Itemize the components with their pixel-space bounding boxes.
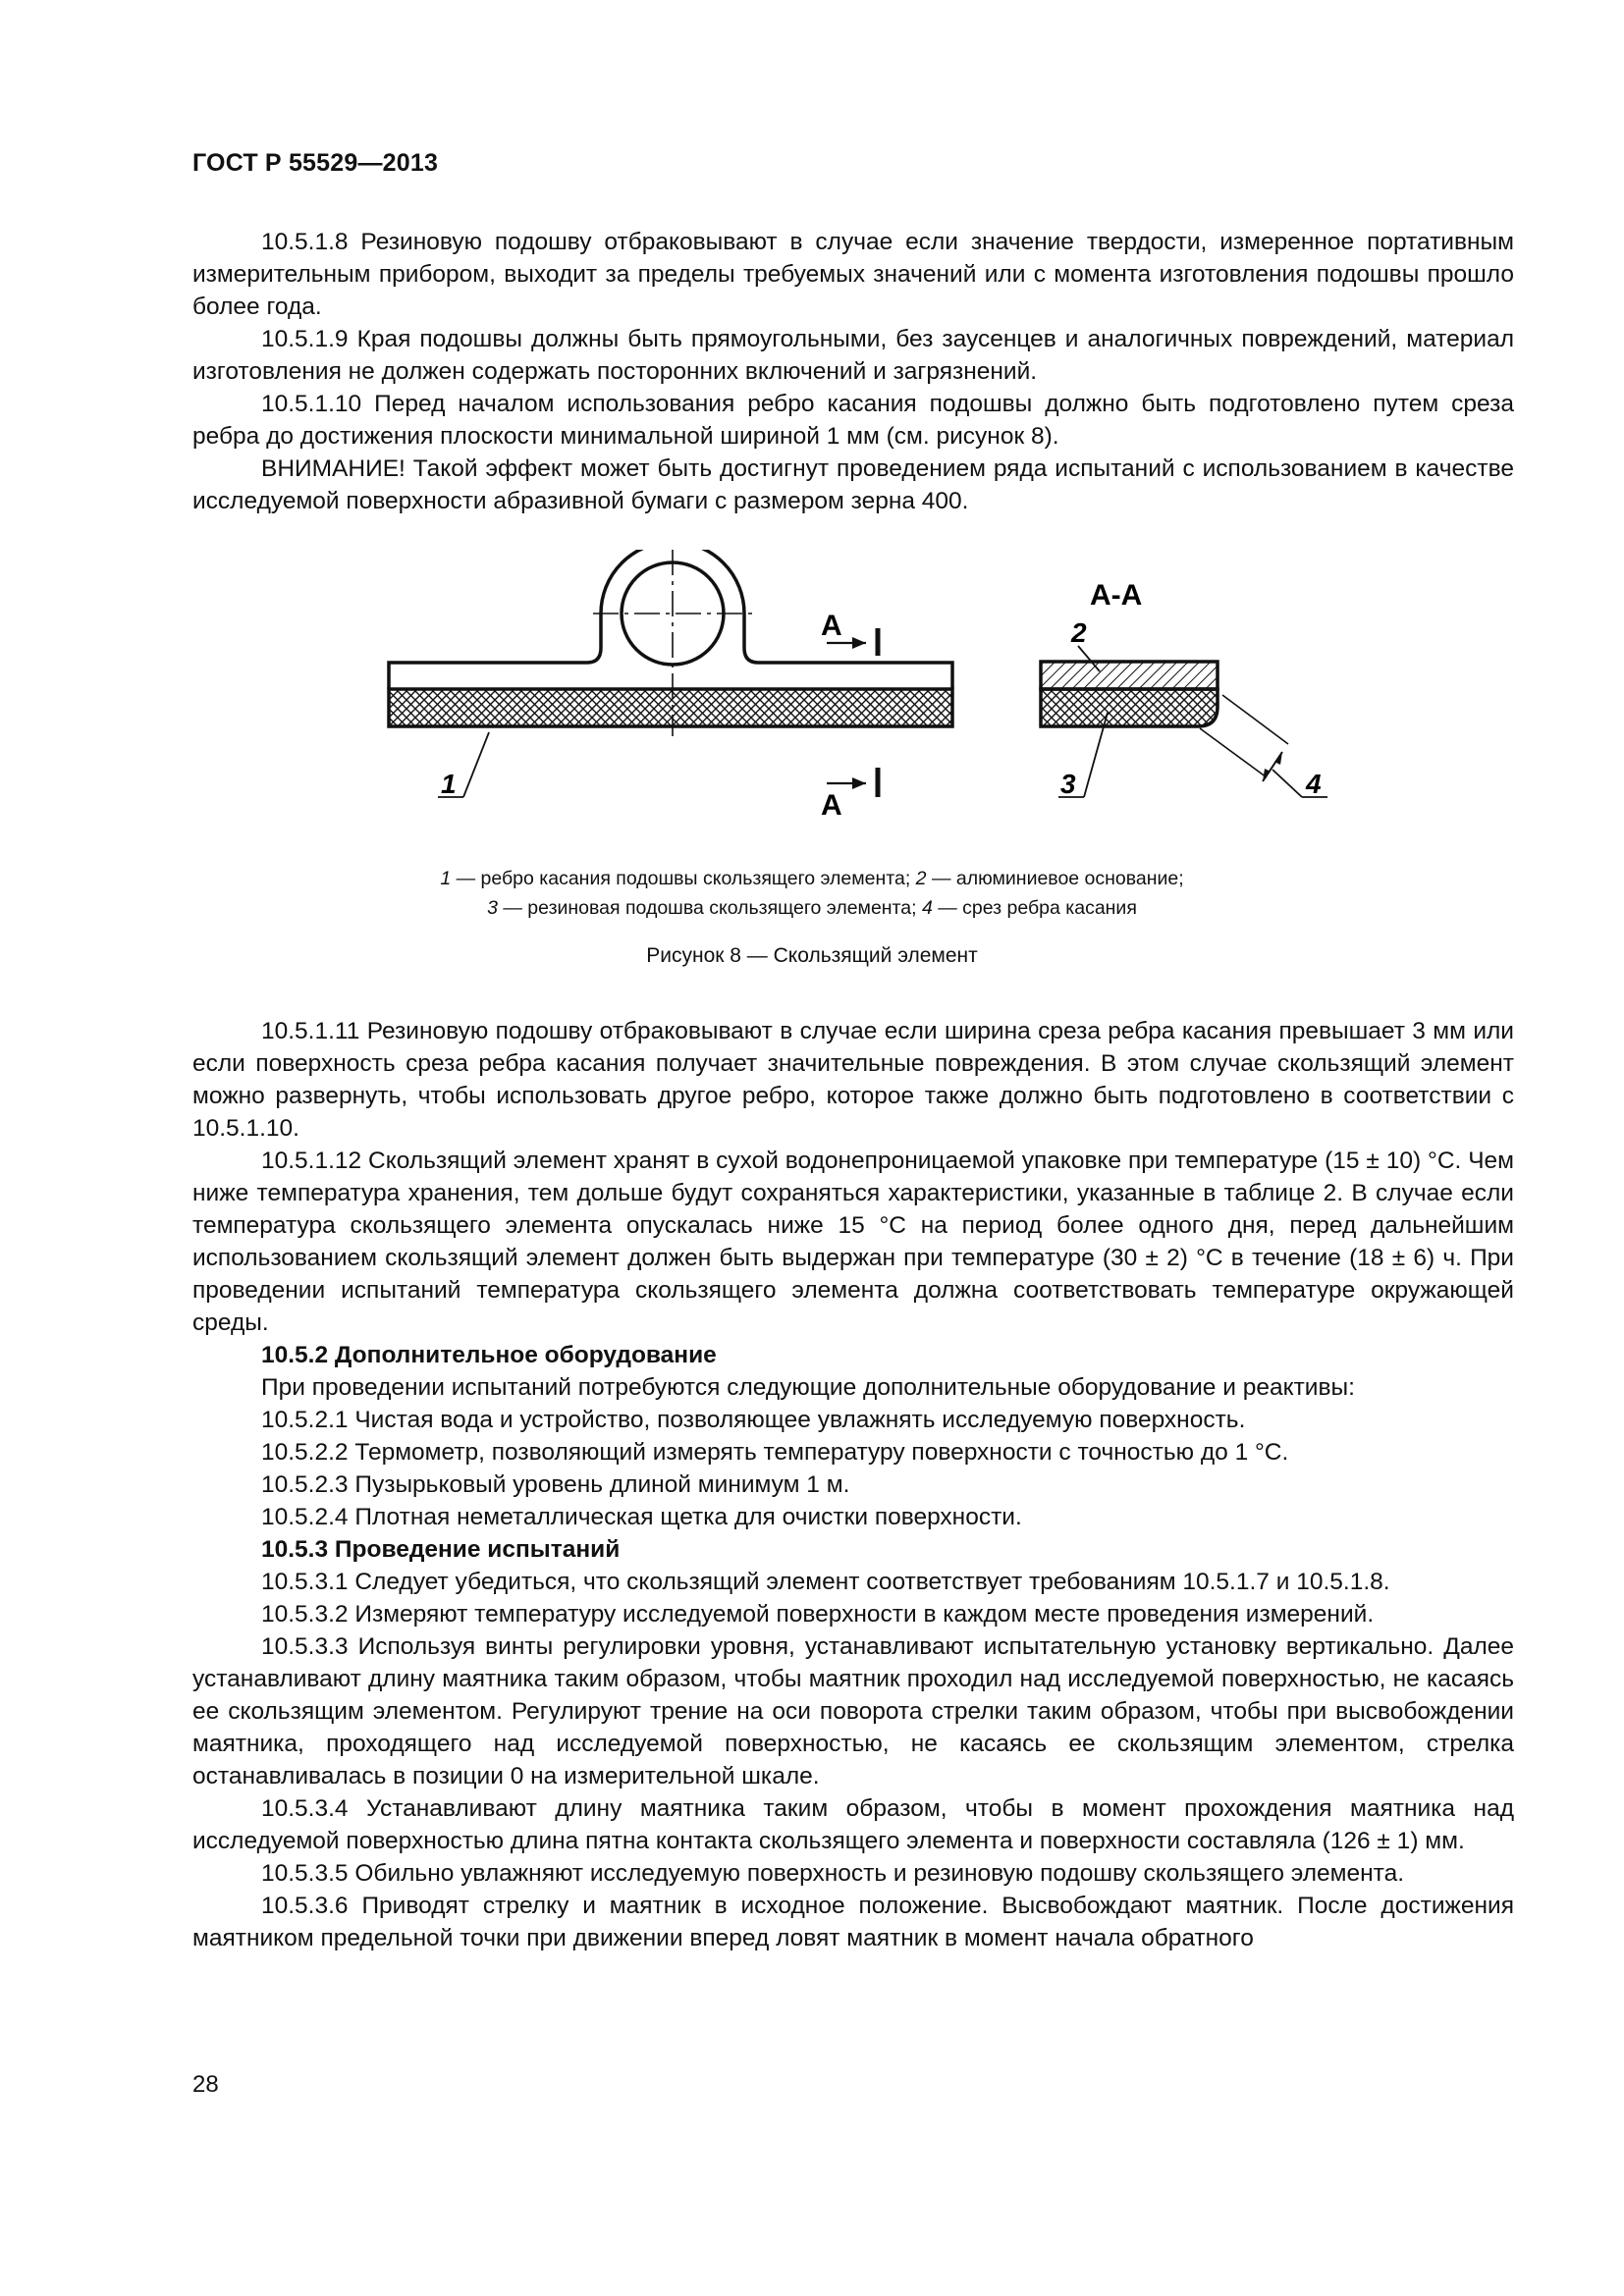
legend-number-4: 4: [921, 897, 933, 919]
main-body: [192, 1015, 1514, 1954]
paragraph-10-5-3-1: 10.5.3.1 Следует убедиться, что скользящий элемент соответствует требованиям 10.5.1.7 и 10.5.1.8.: [261, 1569, 1390, 1595]
legend-text-1: — ребро касания подошвы скользящего элемента;: [451, 868, 916, 889]
paragraph-equipment-intro: При проведении испытаний потребуются следующие дополнительные оборудование и реактивы:: [261, 1374, 1355, 1401]
legend-number-1: 1: [440, 868, 452, 889]
section-a-a-label: А-А: [1090, 579, 1143, 612]
element-side-view: [389, 550, 952, 822]
leader-label-2: 2: [1071, 617, 1087, 648]
rubber-sole-crosshatch: [389, 689, 952, 726]
section-letter-bottom: А: [821, 789, 842, 822]
figure-legend-line-2: [0, 893, 1624, 923]
legend-text-4: — срез ребра касания: [932, 897, 1137, 919]
paragraph-10-5-2-4: 10.5.2.4 Плотная неметаллическая щетка для очистки поверхности.: [261, 1504, 1022, 1530]
sliding-element-svg: [0, 550, 1624, 844]
paragraph-10-5-1-8: 10.5.1.8 Резиновую подошву отбраковывают в случае если значение твердости, измеренное портативным измерительным прибором, выходит за пределы требуемых значений или с момента изготовления подошвы прошло более года.: [192, 229, 1514, 320]
paragraph-10-5-1-11: 10.5.1.11 Резиновую подошву отбраковывают в случае если ширина среза ребра касания превышает 3 мм или если поверхность среза ребра касания получает значительные повреждения. В этом случае скользящий элемент можно развернуть, чтобы использовать другое ребро, которое также должно быть подготовлено в соответствии с 10.5.1.10.: [192, 1018, 1514, 1142]
intro-paragraphs: [192, 226, 1514, 517]
paragraph-warning: ВНИМАНИЕ! Такой эффект может быть достигнут проведением ряда испытаний с использованием в качестве исследуемой поверхности абразивной бумаги с размером зерна 400.: [192, 455, 1514, 514]
section-a-a-view: [1041, 579, 1327, 799]
paragraph-10-5-1-10: 10.5.1.10 Перед началом использования ребро касания подошвы должно быть подготовлено путем среза ребра до достижения плоскости минимальной шириной 1 мм (см. рисунок 8).: [192, 391, 1514, 450]
paragraph-10-5-1-12: 10.5.1.12 Скользящий элемент хранят в сухой водонепроницаемой упаковке при температуре (15 ± 10) °С. Чем ниже температура хранения, тем дольше будут сохраняться характеристики, указанные в таблице 2. В случае если температура скользящего элемента опускалась ниже 15 °С на период более одного дня, перед дальнейшим использованием скользящий элемент должен быть выдержан при температуре (30 ± 2) °С в течение (18 ± 6) ч. При проведении испытаний температура скользящего элемента должна соответствовать температуре окружающей среды.: [192, 1148, 1514, 1336]
dimension-ext-line-a: [1222, 695, 1288, 744]
paragraph-10-5-1-9: 10.5.1.9 Края подошвы должны быть прямоугольными, без заусенцев и аналогичных повреждений, материал изготовления не должен содержать посторонних включений и загрязнений.: [192, 326, 1514, 385]
paragraph-10-5-3-2: 10.5.3.2 Измеряют температуру исследуемой поверхности в каждом месте проведения измерений.: [261, 1601, 1375, 1628]
paragraph-10-5-2-3: 10.5.2.3 Пузырьковый уровень длиной минимум 1 м.: [261, 1471, 850, 1498]
document-header: ГОСТ Р 55529—2013: [192, 149, 439, 177]
legend-number-2: 2: [915, 868, 927, 889]
leader-line-1: [463, 732, 489, 797]
paragraph-10-5-2-1: 10.5.2.1 Чистая вода и устройство, позволяющее увлажнять исследуемую поверхность.: [261, 1407, 1246, 1433]
heading-10-5-3: 10.5.3 Проведение испытаний: [261, 1536, 621, 1563]
paragraph-10-5-3-5: 10.5.3.5 Обильно увлажняют исследуемую поверхность и резиновую подошву скользящего элемента.: [261, 1860, 1405, 1887]
section-arrow-bottom-head: [852, 777, 866, 789]
dimension-ext-line-b: [1200, 728, 1267, 777]
leader-label-4: 4: [1306, 769, 1322, 799]
legend-number-3: 3: [487, 897, 498, 919]
leader-line-4: [1272, 770, 1302, 797]
paragraph-10-5-3-3: 10.5.3.3 Используя винты регулировки уровня, устанавливают испытательную установку вертикально. Далее устанавливают длину маятника таким образом, чтобы маятник проходил над исследуемой поверхностью, не касаясь ее скользящим элементом. Регулируют трение на оси поворота стрелки таким образом, чтобы при высвобождении маятника, проходящего над исследуемой поверхностью, не касаясь ее скользящим элементом, стрелка останавливалась в позиции 0 на измерительной шкале.: [192, 1633, 1514, 1789]
page-number: 28: [192, 2071, 219, 2098]
leader-label-3: 3: [1060, 769, 1076, 799]
leader-label-1: 1: [441, 769, 457, 799]
figure-8-drawing: [0, 550, 1624, 844]
legend-text-3: — резиновая подошва скользящего элемента;: [497, 897, 922, 919]
figure-caption: Рисунок 8 — Скользящий элемент: [646, 944, 978, 967]
section-arrow-top-head: [852, 637, 866, 649]
legend-text-2: — алюминиевое основание;: [926, 868, 1184, 889]
heading-10-5-2: 10.5.2 Дополнительное оборудование: [261, 1342, 717, 1368]
section-letter-top: А: [821, 610, 842, 642]
paragraph-10-5-3-4: 10.5.3.4 Устанавливают длину маятника таким образом, чтобы в момент прохождения маятника над исследуемой поверхностью длина пятна контакта скользящего элемента и поверхности составляла (126 ± 1) мм.: [192, 1795, 1514, 1854]
rubber-sole-section: [1041, 689, 1218, 726]
aluminium-base-section: [1041, 662, 1218, 689]
paragraph-10-5-3-6: 10.5.3.6 Приводят стрелку и маятник в исходное положение. Высвобождают маятник. После достижения маятником предельной точки при движении вперед ловят маятник в момент начала обратного: [192, 1893, 1514, 1951]
figure-legend-line-1: [0, 864, 1624, 893]
paragraph-10-5-2-2: 10.5.2.2 Термометр, позволяющий измерять температуру поверхности с точностью до 1 °С.: [261, 1439, 1289, 1466]
